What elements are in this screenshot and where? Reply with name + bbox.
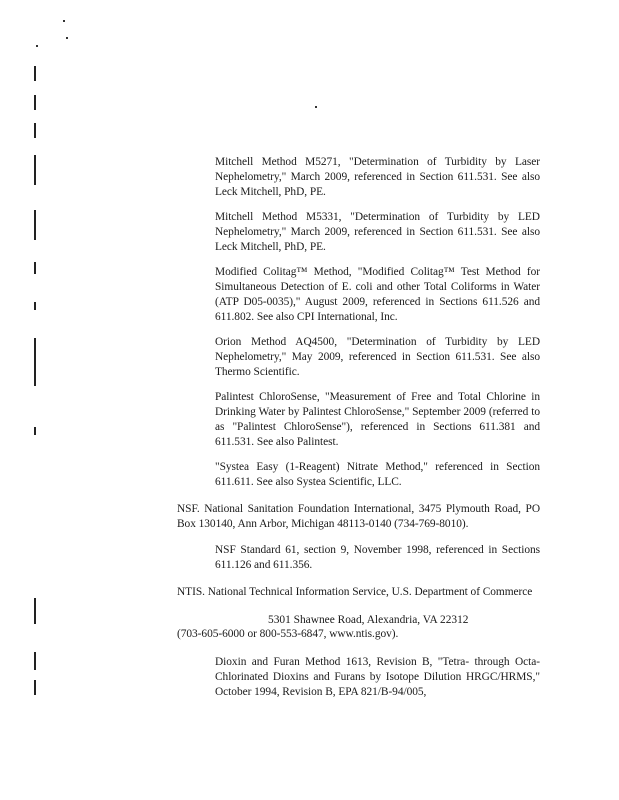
scan-speck [315,106,317,108]
reference-modified-colitag: Modified Colitag™ Method, "Modified Colitag™ Test Method for Simultaneous Detection of E. coli and other Total Coliforms in Water (ATP D05-0035)," August 2009, referenced in Sections 611.526 and 611.802. See also CPI International, Inc. [215,266,540,323]
scan-speck [36,45,38,47]
reference-systea-easy: "Systea Easy (1-Reagent) Nitrate Method," referenced in Section 611.611. See also Systea Scientific, LLC. [215,461,540,488]
change-bar [34,95,36,110]
change-bar [34,66,36,81]
nsf-heading: NSF. National Sanitation Foundation International, 3475 Plymouth Road, PO Box 130140, Ann Arbor, Michigan 48113-0140 (734-769-8010). [177,503,540,530]
ntis-address: 5301 Shawnee Road, Alexandria, VA 22312 [268,614,469,626]
change-bar [34,338,36,386]
reference-orion-aq4500: Orion Method AQ4500, "Determination of Turbidity by LED Nephelometry," May 2009, referenced in Section 611.531. See also Thermo Scientific. [215,336,540,378]
change-bar [34,123,36,138]
scan-speck [63,20,65,22]
scan-speck [66,37,68,39]
change-bar [34,155,36,185]
change-bar [34,598,36,624]
change-bar [34,262,36,274]
reference-mitchell-m5271: Mitchell Method M5271, "Determination of Turbidity by Laser Nephelometry," March 2009, referenced in Section 611.531. See also Leck Mitchell, PhD, PE. [215,156,540,198]
reference-mitchell-m5331: Mitchell Method M5331, "Determination of Turbidity by LED Nephelometry," March 2009, referenced in Section 611.531. See also Leck Mitchell, PhD, PE. [215,211,540,253]
ntis-heading: NTIS. National Technical Information Service, U.S. Department of Commerce [177,586,533,598]
reference-palintest-chlorosense: Palintest ChloroSense, "Measurement of Free and Total Chlorine in Drinking Water by Palintest ChloroSense," September 2009 (referred to as "Palintest ChloroSense"), referenced in Sections 611.381 and 611.531. See also Palintest. [215,391,540,448]
change-bar [34,680,36,695]
reference-nsf-standard-61: NSF Standard 61, section 9, November 1998, referenced in Sections 611.126 and 611.356. [215,544,540,571]
reference-dioxin-furan-1613: Dioxin and Furan Method 1613, Revision B, "Tetra- through Octa-Chlorinated Dioxins and Furans by Isotope Dilution HRGC/HRMS," October 1994, Revision B, EPA 821/B-94/005, [215,656,540,698]
ntis-contact: (703-605-6000 or 800-553-6847, www.ntis.gov). [177,628,399,640]
change-bar [34,427,36,435]
change-bar [34,210,36,240]
change-bar [34,302,36,310]
change-bar [34,652,36,670]
